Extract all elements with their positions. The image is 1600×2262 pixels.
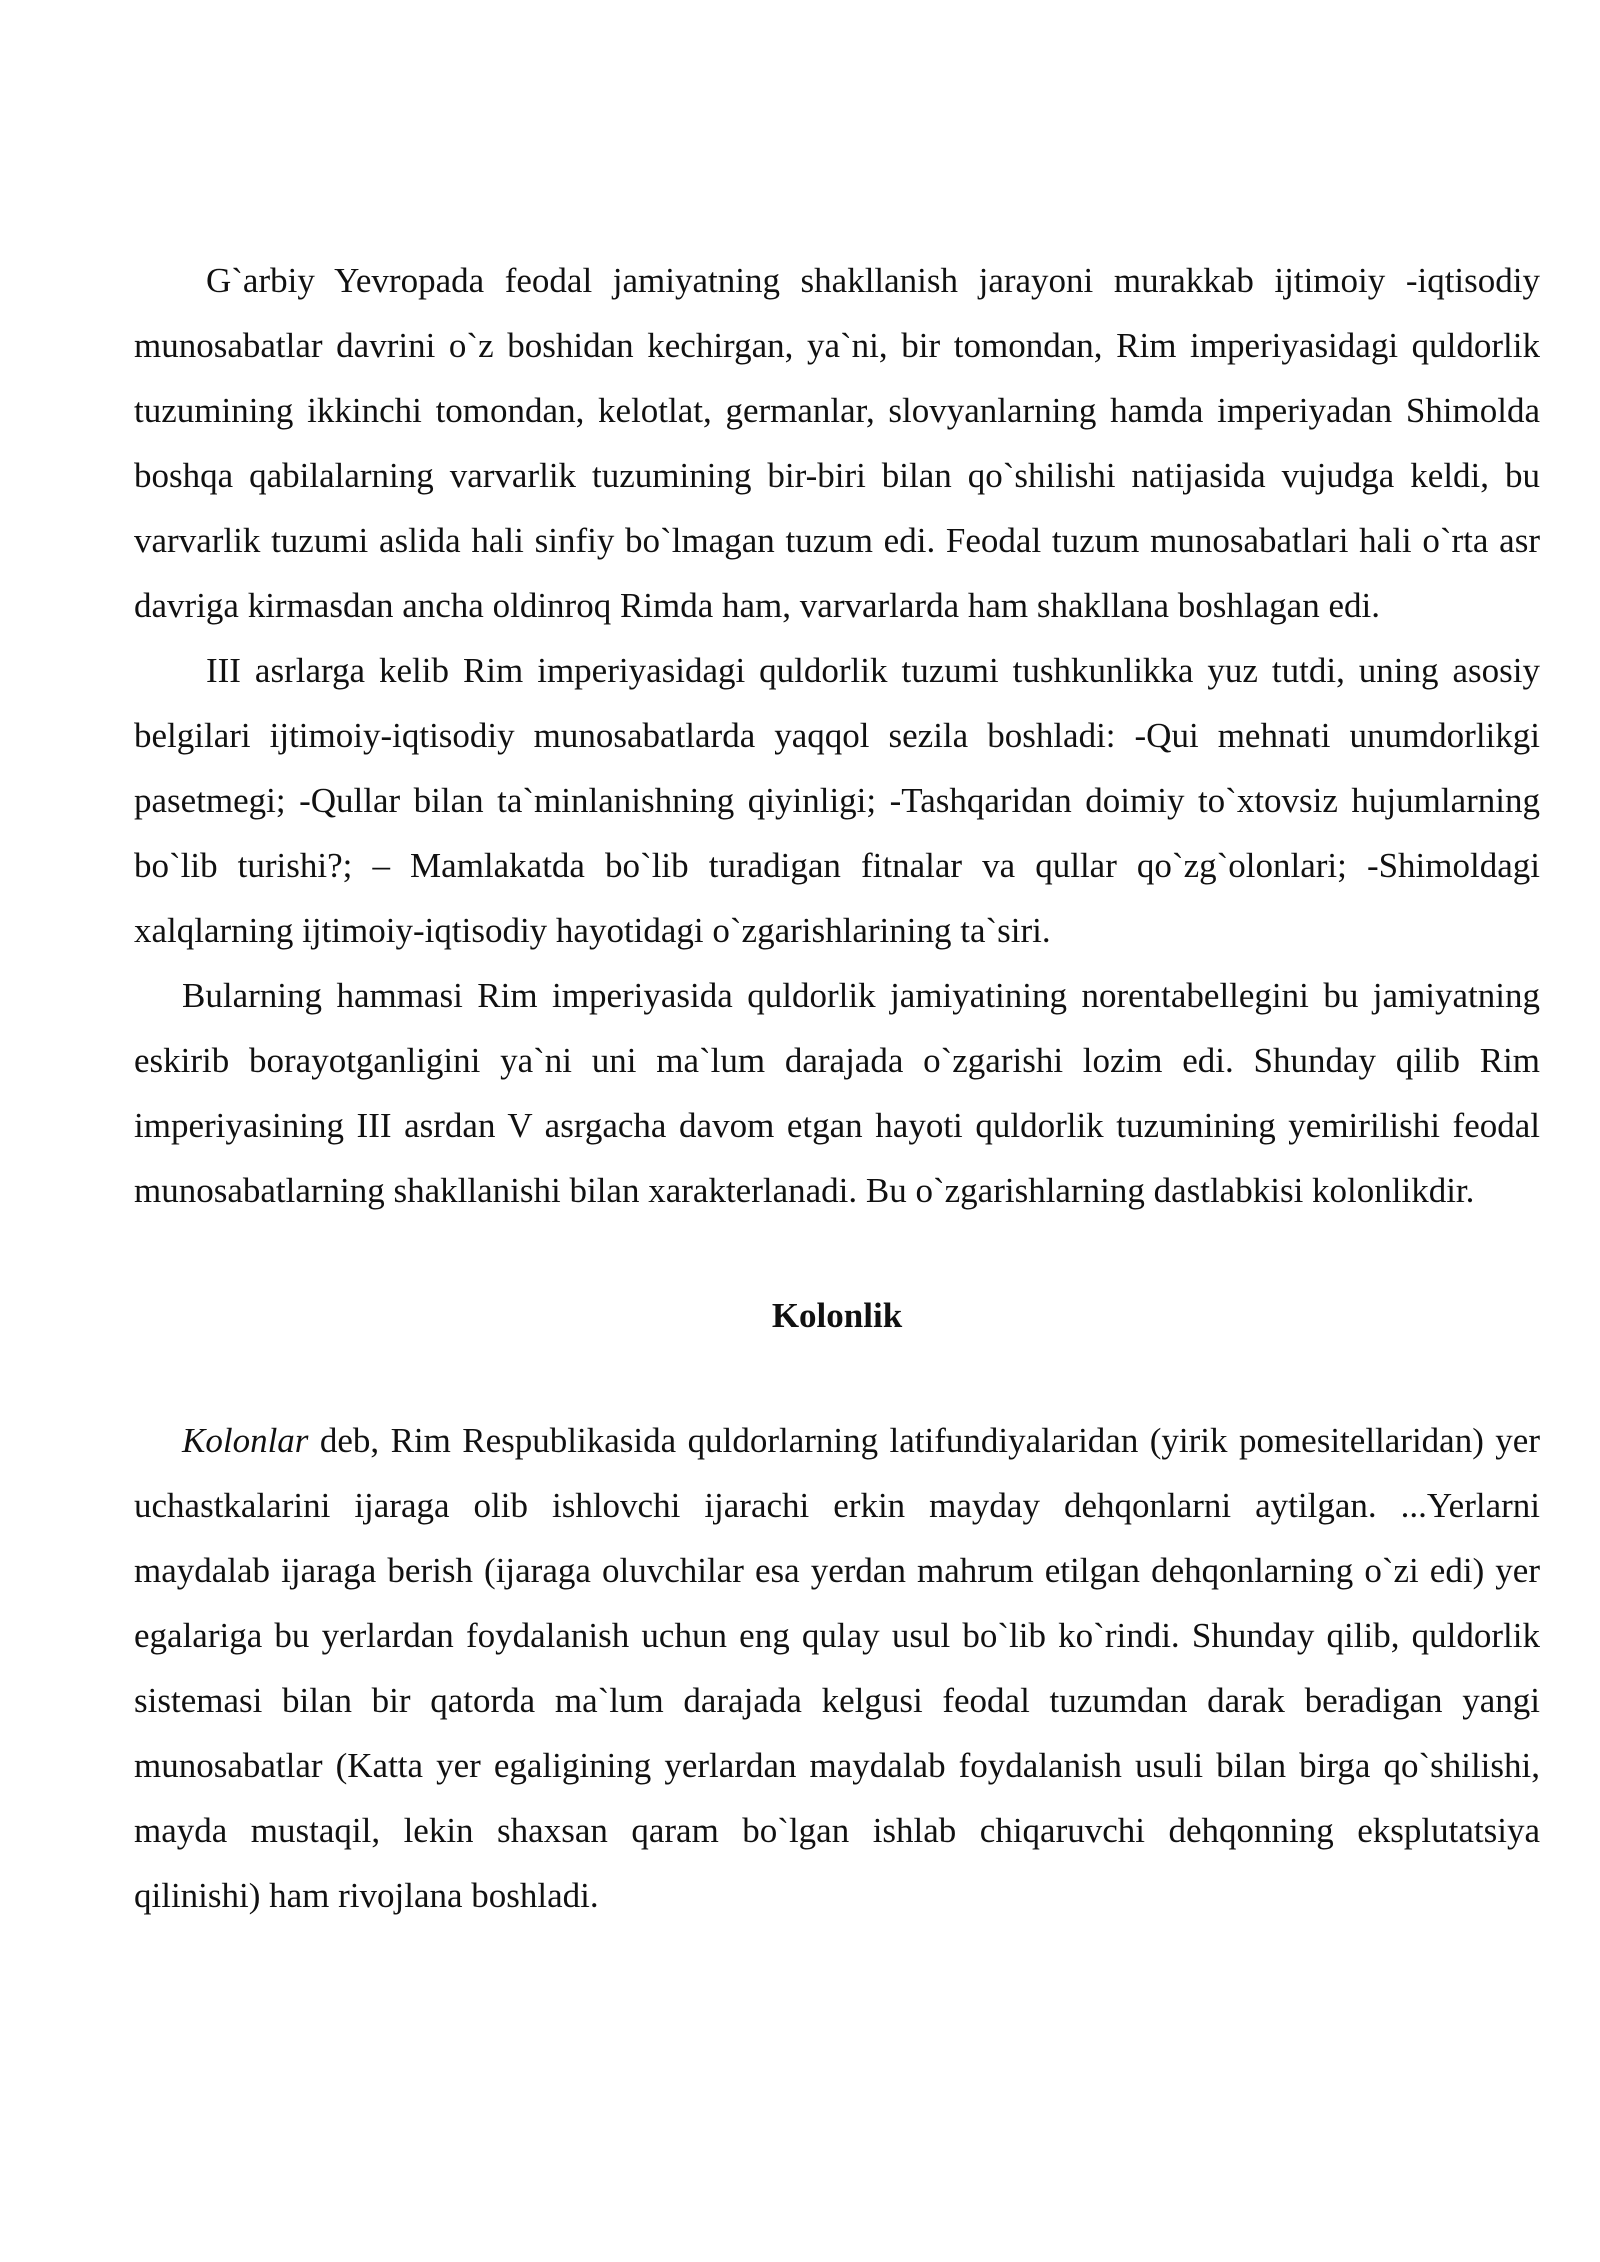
paragraph-1: G`arbiy Yevropada feodal jamiyatning shakllanish jarayoni murakkab ijtimoiy -iqtisodiy munosabatlar davrini o`z boshidan kechirgan, ya`ni, bir tomondan, Rim imperiyasidagi quldorlik tuzumining ikkinchi tomondan, kelotlat, germanlar, slovyanlarning hamda imperiyadan Shimolda boshqa qabilalarning varvarlik tuzumining bir-biri bilan qo`shilishi natijasida vujudga keldi, bu varvarlik tuzumi aslida hali sinfiy bo`lmagan tuzum edi. Feodal tuzum munosabatlari hali o`rta asr davriga kirmasdan ancha oldinroq Rimda ham, varvarlarda ham shakllana boshlagan edi. [134,261,1540,625]
paragraph-3: Bularning hammasi Rim imperiyasida quldorlik jamiyatining norentabellegini bu jamiyatning eskirib borayotganligini ya`ni uni ma`lum darajada o`zgarishi lozim edi. Shunday qilib Rim imperiyasining III asrdan V asrgacha davom etgan hayoti quldorlik tuzumining yemirilishi feodal munosabatlarning shakllanishi bilan xarakterlanadi. Bu o`zgarishlarning dastlabkisi kolonlikdir. [134,976,1540,1210]
section-title: Kolonlik [771,1296,903,1335]
document-page [134,248,1540,1928]
paragraph-4-text: deb, Rim Respublikasida quldorlarning latifundiyalaridan (yirik pomesitellaridan) yer uchastkalarini ijaraga olib ishlovchi ijarachi erkin mayday dehqonlarni aytilgan. ...Yerlarni maydalab ijaraga berish (ijaraga oluvchilar esa yerdan mahrum etilgan dehqonlarning o`zi edi) yer egalariga bu yerlardan foydalanish uchun eng qulay usul bo`lib ko`rindi. Shunday qilib, quldorlik sistemasi bilan bir qatorda ma`lum darajada kelgusi feodal tuzumdan darak beradigan yangi munosabatlar (Katta yer egaligining yerlardan maydalab foydalanish usuli bilan birga qo`shilishi, mayda mustaqil, lekin shaxsan qaram bo`lgan ishlab chiqaruvchi dehqonning eksplutatsiya qilinishi) ham rivojlana boshladi. [134,1421,1540,1915]
paragraph-2: III asrlarga kelib Rim imperiyasidagi quldorlik tuzumi tushkunlikka yuz tutdi, uning asosiy belgilari ijtimoiy-iqtisodiy munosabatlarda yaqqol sezila boshladi: -Qui mehnati unumdorlikgi pasetmegi; -Qullar bilan ta`minlanishning qiyinligi; -Tashqaridan doimiy to`xtovsiz hujumlarning bo`lib turishi?; – Mamlakatda bo`lib turadigan fitnalar va qullar qo`zg`olonlari; -Shimoldagi xalqlarning ijtimoiy-iqtisodiy hayotidagi o`zgarishlarining ta`siri. [134,651,1540,950]
paragraph-4 [134,1408,1540,1928]
term-kolonlar: Kolonlar [182,1421,309,1460]
